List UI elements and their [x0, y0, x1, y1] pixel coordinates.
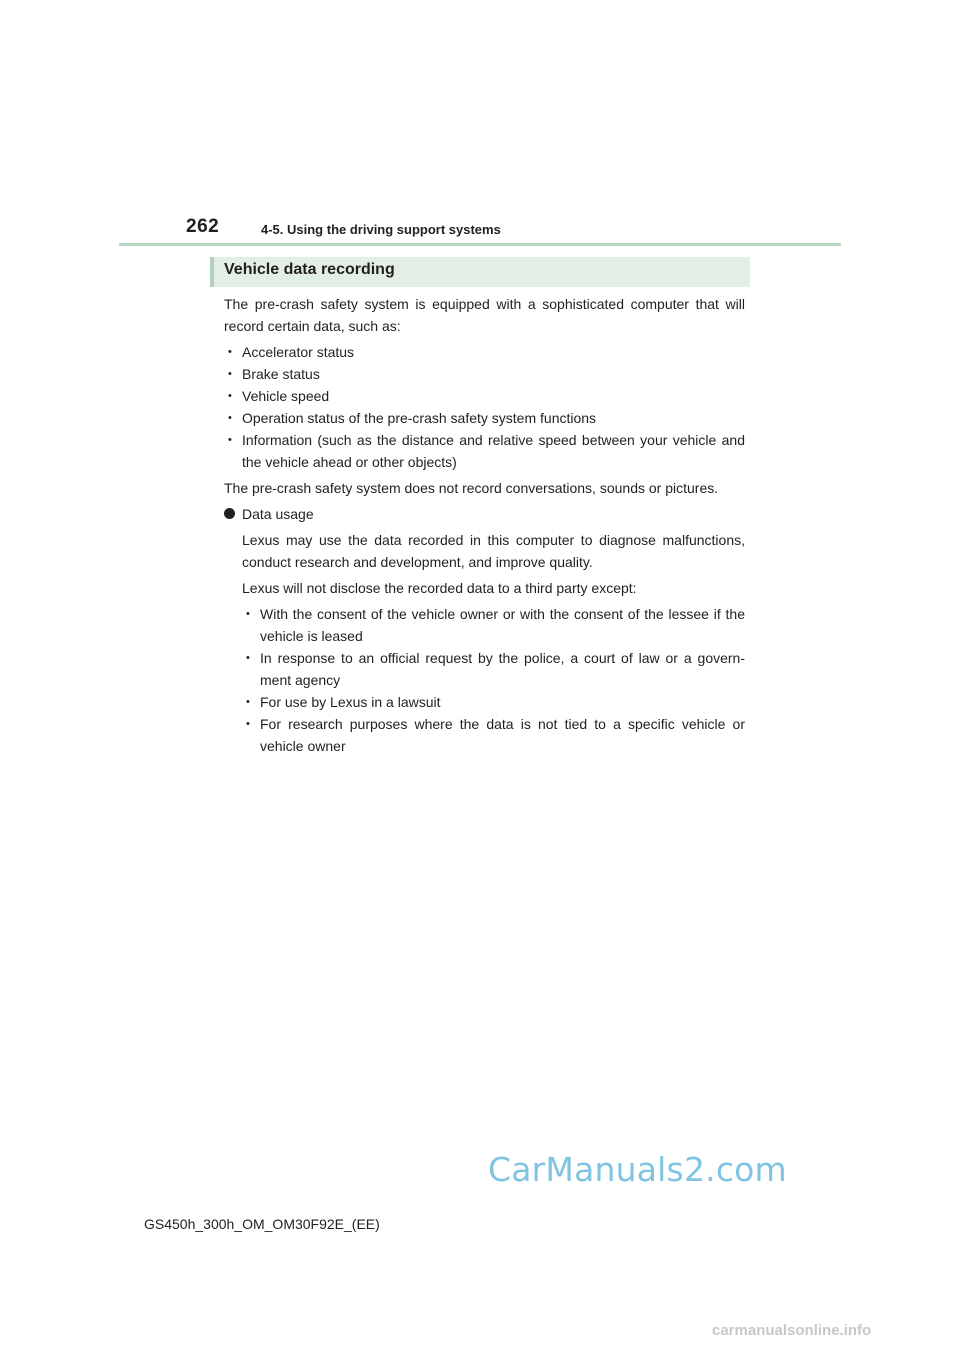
document-code-footer: GS450h_300h_OM_OM30F92E_(EE)	[144, 1216, 380, 1232]
filled-circle-icon	[224, 508, 235, 519]
page-number: 262	[186, 216, 220, 237]
section-title: 4-5. Using the driving support systems	[261, 222, 501, 237]
list-item: • With the consent of the vehicle owner or with the consent of the lessee if the vehicle is leased	[242, 603, 745, 647]
disclosure-paragraph: Lexus will not disclose the recorded data to a third party except:	[242, 580, 637, 596]
topic-title: Vehicle data recording	[224, 261, 395, 278]
list-item: • For use by Lexus in a lawsuit	[242, 691, 745, 713]
list-item: • In response to an official request by the police, a court of law or a govern-ment agency	[242, 647, 745, 691]
header-divider	[119, 243, 841, 246]
main-content	[224, 293, 745, 761]
list-item: • Information (such as the distance and relative speed between your vehicle and the vehicle ahead or other objects)	[224, 429, 745, 473]
data-usage-label: Data usage	[242, 506, 314, 522]
site-watermark: carmanualsonline.info	[712, 1322, 872, 1339]
data-usage-section	[242, 529, 745, 757]
data-usage-paragraph: Lexus may use the data recorded in this computer to diagnose malfunctions, conduct research and development, and improve quality.	[242, 532, 745, 570]
list-item: • Accelerator status	[224, 341, 745, 363]
carmanuals-watermark: CarManuals2.com	[488, 1150, 787, 1189]
list-item: • Brake status	[224, 363, 745, 385]
recorded-items-list	[224, 341, 745, 473]
exceptions-list	[242, 603, 745, 757]
data-usage-heading	[224, 503, 745, 525]
intro-paragraph: The pre-crash safety system is equipped with a sophisticated computer that will record certain data, such as:	[224, 296, 745, 334]
list-item: • Operation status of the pre-crash safety system functions	[224, 407, 745, 429]
not-recorded-paragraph: The pre-crash safety system does not record conversations, sounds or pictures.	[224, 480, 719, 496]
list-item: • For research purposes where the data is not tied to a specific vehicle or vehicle owner	[242, 713, 745, 757]
topic-heading-bar	[210, 257, 750, 287]
list-item: • Vehicle speed	[224, 385, 745, 407]
